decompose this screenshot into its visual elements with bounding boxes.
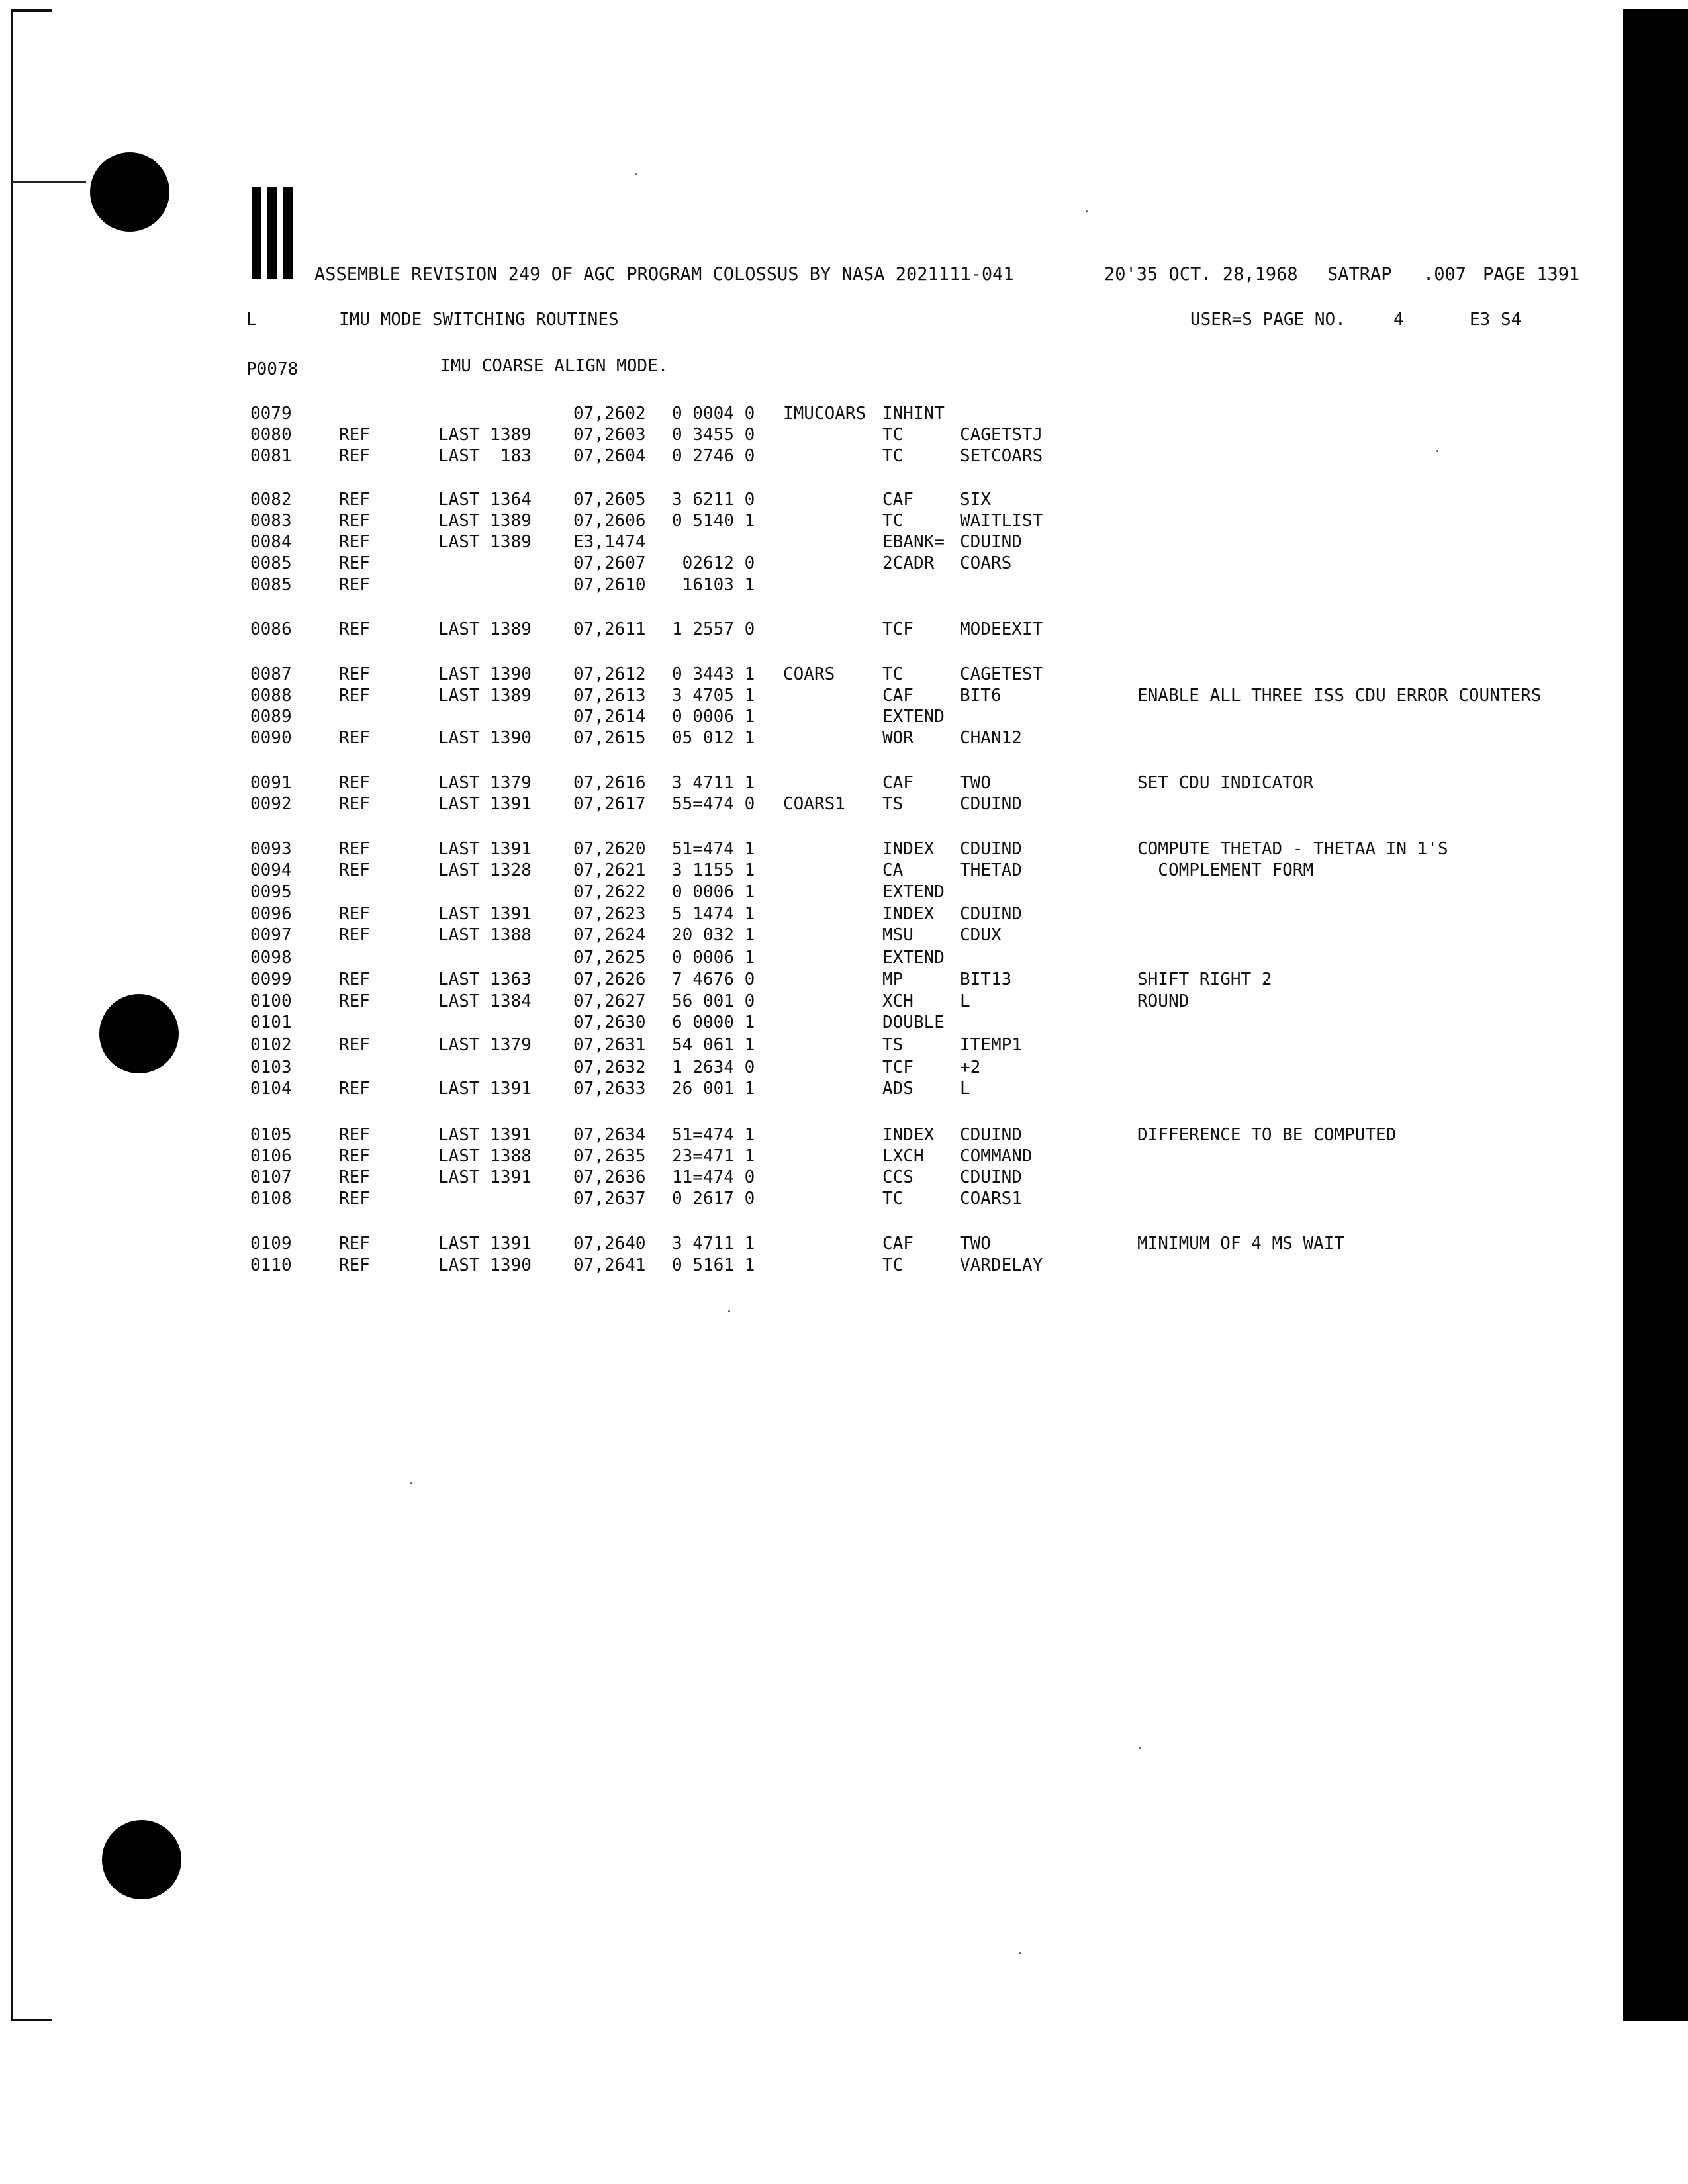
- cell-addr: E3,1474: [573, 532, 646, 552]
- cell-ref: REF: [339, 773, 370, 793]
- cell-code: 3 6211 0: [672, 490, 755, 510]
- cell-op: LXCH: [882, 1146, 924, 1166]
- cell-addr: 07,2640: [573, 1234, 646, 1253]
- cell-op: INDEX: [882, 904, 935, 924]
- user-page-label: USER=S PAGE NO.: [1190, 310, 1346, 330]
- cell-code: 6 0000 1: [672, 1013, 755, 1032]
- cell-comment: COMPUTE THETAD - THETAA IN 1'S: [1137, 839, 1448, 859]
- cell-addr: 07,2625: [573, 948, 646, 968]
- cell-ref: REF: [339, 839, 370, 859]
- cell-addr: 07,2602: [573, 404, 646, 424]
- cell-line: 0082: [250, 490, 292, 510]
- assembly-title: ASSEMBLE REVISION 249 OF AGC PROGRAM COLOSSUS BY NASA 2021111-041: [314, 264, 1014, 285]
- cell-ref: REF: [339, 904, 370, 924]
- scan-margin-line: [12, 181, 86, 183]
- cell-operand: CDUIND: [960, 904, 1022, 924]
- cell-operand: SIX: [960, 490, 991, 510]
- punch-hole-top: [90, 152, 169, 232]
- cell-addr: 07,2634: [573, 1125, 646, 1145]
- cell-line: 0095: [250, 882, 292, 902]
- cell-op: DOUBLE: [882, 1013, 945, 1032]
- cell-operand: CDUIND: [960, 839, 1022, 859]
- cell-line: 0089: [250, 707, 292, 727]
- cell-operand: TWO: [960, 773, 991, 793]
- cell-op: INDEX: [882, 1125, 935, 1145]
- cell-operand: CAGETEST: [960, 664, 1043, 684]
- cell-addr: 07,2630: [573, 1013, 646, 1032]
- cell-code: 3 1155 1: [672, 860, 755, 880]
- cell-ref: REF: [339, 686, 370, 705]
- cell-operand: CDUX: [960, 925, 1002, 945]
- cell-line: 0081: [250, 446, 292, 466]
- cell-op: TC: [882, 425, 904, 445]
- cell-last: LAST 1391: [438, 839, 532, 859]
- cell-line: 0106: [250, 1146, 292, 1166]
- cell-addr: 07,2623: [573, 904, 646, 924]
- cell-last: LAST 1384: [438, 991, 532, 1011]
- cell-code: 55=474 0: [672, 794, 755, 814]
- cell-addr: 07,2637: [573, 1189, 646, 1208]
- cell-last: LAST 1391: [438, 1125, 532, 1145]
- cell-op: EXTEND: [882, 948, 945, 968]
- cell-op: WOR: [882, 728, 914, 748]
- cell-code: 0 2746 0: [672, 446, 755, 466]
- cell-addr: 07,2603: [573, 425, 646, 445]
- cell-line: 0101: [250, 1013, 292, 1032]
- cell-addr: 07,2627: [573, 991, 646, 1011]
- cell-op: CAF: [882, 490, 914, 510]
- cell-last: LAST 1390: [438, 664, 532, 684]
- cell-ref: REF: [339, 511, 370, 531]
- cell-ref: REF: [339, 1234, 370, 1253]
- subsection-title: IMU COARSE ALIGN MODE.: [440, 356, 669, 376]
- user-page-number: 4: [1393, 310, 1404, 330]
- cell-operand: BIT6: [960, 686, 1002, 705]
- cell-op: TS: [882, 794, 904, 814]
- cell-line: 0088: [250, 686, 292, 705]
- cell-label: COARS1: [783, 794, 845, 814]
- cell-code: 51=474 1: [672, 1125, 755, 1145]
- cell-addr: 07,2631: [573, 1035, 646, 1055]
- cell-line: 0103: [250, 1058, 292, 1077]
- binder-edge-frame: [11, 9, 52, 2021]
- cell-last: LAST 1379: [438, 1035, 532, 1055]
- cell-ref: REF: [339, 664, 370, 684]
- log-letter: L: [246, 310, 257, 330]
- cell-code: 20 032 1: [672, 925, 755, 945]
- cell-last: LAST 1389: [438, 532, 532, 552]
- cell-code: 0 3443 1: [672, 664, 755, 684]
- cell-line: 0085: [250, 553, 292, 573]
- cell-op: TC: [882, 1255, 904, 1275]
- cell-addr: 07,2616: [573, 773, 646, 793]
- cell-addr: 07,2607: [573, 553, 646, 573]
- cell-code: 0 3455 0: [672, 425, 755, 445]
- cell-ref: REF: [339, 619, 370, 639]
- cell-code: 0 0006 1: [672, 948, 755, 968]
- punch-hole-middle: [99, 994, 179, 1073]
- cell-addr: 07,2620: [573, 839, 646, 859]
- cell-addr: 07,2611: [573, 619, 646, 639]
- cell-addr: 07,2622: [573, 882, 646, 902]
- cell-line: 0108: [250, 1189, 292, 1208]
- cell-addr: 07,2636: [573, 1167, 646, 1187]
- cell-op: MP: [882, 970, 904, 989]
- cell-op: CAF: [882, 686, 914, 705]
- cell-operand: CHAN12: [960, 728, 1022, 748]
- cell-last: LAST 1390: [438, 1255, 532, 1275]
- cell-code: 3 4705 1: [672, 686, 755, 705]
- cell-ref: REF: [339, 532, 370, 552]
- print-datetime: 20'35 OCT. 28,1968: [1104, 264, 1298, 285]
- cell-last: LAST 1363: [438, 970, 532, 989]
- cell-op: CA: [882, 860, 904, 880]
- cell-operand: COMMAND: [960, 1146, 1033, 1166]
- cell-ref: REF: [339, 553, 370, 573]
- cell-operand: CDUIND: [960, 1167, 1022, 1187]
- cell-op: EBANK=: [882, 532, 945, 552]
- cell-op: CAF: [882, 1234, 914, 1253]
- cell-line: 0109: [250, 1234, 292, 1253]
- bank-label: E3 S4: [1470, 310, 1522, 330]
- cell-op: INDEX: [882, 839, 935, 859]
- cell-operand: COARS: [960, 553, 1012, 573]
- cell-code: 16103 1: [672, 575, 755, 595]
- cell-code: 1 2634 0: [672, 1058, 755, 1077]
- cell-label: COARS: [783, 664, 835, 684]
- cell-last: LAST 1391: [438, 904, 532, 924]
- cell-op: TS: [882, 1035, 904, 1055]
- cell-last: LAST 1388: [438, 925, 532, 945]
- cell-ref: REF: [339, 991, 370, 1011]
- cell-line: 0105: [250, 1125, 292, 1145]
- cell-addr: 07,2624: [573, 925, 646, 945]
- cell-ref: REF: [339, 794, 370, 814]
- cell-operand: +2: [960, 1058, 981, 1077]
- cell-code: 54 061 1: [672, 1035, 755, 1055]
- cell-line: 0087: [250, 664, 292, 684]
- cell-line: 0092: [250, 794, 292, 814]
- cell-code: 1 2557 0: [672, 619, 755, 639]
- cell-line: 0107: [250, 1167, 292, 1187]
- cell-last: LAST 1391: [438, 1234, 532, 1253]
- cell-op: TCF: [882, 1058, 914, 1077]
- cell-last: LAST 1391: [438, 1079, 532, 1099]
- cell-operand: BIT13: [960, 970, 1012, 989]
- cell-line: 0104: [250, 1079, 292, 1099]
- cell-ref: REF: [339, 446, 370, 466]
- cell-addr: 07,2610: [573, 575, 646, 595]
- cell-line: 0079: [250, 404, 292, 424]
- cell-last: LAST 1390: [438, 728, 532, 748]
- cell-ref: REF: [339, 1079, 370, 1099]
- cell-operand: CDUIND: [960, 532, 1022, 552]
- cell-ref: REF: [339, 575, 370, 595]
- cell-operand: COARS1: [960, 1189, 1022, 1208]
- cell-line: 0100: [250, 991, 292, 1011]
- cell-operand: SETCOARS: [960, 446, 1043, 466]
- cell-line: 0102: [250, 1035, 292, 1055]
- cell-op: ADS: [882, 1079, 914, 1099]
- cell-code: 56 001 0: [672, 991, 755, 1011]
- cell-line: 0086: [250, 619, 292, 639]
- cell-code: 0 0006 1: [672, 882, 755, 902]
- cell-comment: ROUND: [1137, 991, 1190, 1011]
- cell-addr: 07,2614: [573, 707, 646, 727]
- cell-op: TC: [882, 664, 904, 684]
- cell-label: IMUCOARS: [783, 404, 867, 424]
- cell-operand: ITEMP1: [960, 1035, 1022, 1055]
- cell-comment: SET CDU INDICATOR: [1137, 773, 1314, 793]
- cell-op: TCF: [882, 619, 914, 639]
- cell-op: EXTEND: [882, 882, 945, 902]
- cell-comment: ENABLE ALL THREE ISS CDU ERROR COUNTERS: [1137, 686, 1542, 705]
- cell-operand: MODEEXIT: [960, 619, 1043, 639]
- cell-line: 0083: [250, 511, 292, 531]
- cell-op: EXTEND: [882, 707, 945, 727]
- cell-ref: REF: [339, 728, 370, 748]
- cell-addr: 07,2632: [573, 1058, 646, 1077]
- cell-line: 0085: [250, 575, 292, 595]
- cell-op: CAF: [882, 773, 914, 793]
- cell-line: 0093: [250, 839, 292, 859]
- cell-code: 05 012 1: [672, 728, 755, 748]
- cell-last: LAST 1389: [438, 619, 532, 639]
- scan-edge-right: [1623, 9, 1688, 2021]
- cell-op: TC: [882, 1189, 904, 1208]
- cell-operand: VARDELAY: [960, 1255, 1043, 1275]
- cell-code: 11=474 0: [672, 1167, 755, 1187]
- cell-ref: REF: [339, 1146, 370, 1166]
- cell-addr: 07,2633: [573, 1079, 646, 1099]
- punch-hole-bottom: [102, 1820, 181, 1899]
- cell-last: LAST 1389: [438, 686, 532, 705]
- cell-operand: CDUIND: [960, 1125, 1022, 1145]
- cell-last: LAST 1388: [438, 1146, 532, 1166]
- cell-addr: 07,2612: [573, 664, 646, 684]
- cell-comment: SHIFT RIGHT 2: [1137, 970, 1272, 989]
- cell-code: 23=471 1: [672, 1146, 755, 1166]
- cell-line: 0090: [250, 728, 292, 748]
- cell-last: LAST 1391: [438, 1167, 532, 1187]
- cell-last: LAST 183: [438, 446, 532, 466]
- cell-operand: WAITLIST: [960, 511, 1043, 531]
- cell-addr: 07,2613: [573, 686, 646, 705]
- cell-addr: 07,2641: [573, 1255, 646, 1275]
- cell-code: 5 1474 1: [672, 904, 755, 924]
- cell-code: 3 4711 1: [672, 1234, 755, 1253]
- cell-operand: THETAD: [960, 860, 1022, 880]
- cell-operand: CAGETSTJ: [960, 425, 1043, 445]
- cell-ref: REF: [339, 860, 370, 880]
- cell-ref: REF: [339, 1167, 370, 1187]
- cell-last: LAST 1389: [438, 425, 532, 445]
- cell-op: TC: [882, 446, 904, 466]
- cell-line: 0091: [250, 773, 292, 793]
- cell-addr: 07,2604: [573, 446, 646, 466]
- cell-addr: 07,2617: [573, 794, 646, 814]
- section-title: IMU MODE SWITCHING ROUTINES: [339, 310, 619, 330]
- cell-code: 0 0004 0: [672, 404, 755, 424]
- cell-ref: REF: [339, 1035, 370, 1055]
- cell-addr: 07,2621: [573, 860, 646, 880]
- cell-operand: CDUIND: [960, 794, 1022, 814]
- cell-code: 51=474 1: [672, 839, 755, 859]
- cell-last: LAST 1379: [438, 773, 532, 793]
- cell-last: LAST 1391: [438, 794, 532, 814]
- cell-ref: REF: [339, 970, 370, 989]
- p-line-number: P0078: [246, 359, 299, 379]
- cell-op: XCH: [882, 991, 914, 1011]
- cell-op: INHINT: [882, 404, 945, 424]
- page-number: PAGE 1391: [1483, 264, 1580, 285]
- cell-ref: REF: [339, 1189, 370, 1208]
- cell-op: 2CADR: [882, 553, 935, 573]
- cell-code: 0 0006 1: [672, 707, 755, 727]
- cell-comment: DIFFERENCE TO BE COMPUTED: [1137, 1125, 1397, 1145]
- cell-line: 0096: [250, 904, 292, 924]
- cell-ref: REF: [339, 425, 370, 445]
- cell-op: CCS: [882, 1167, 914, 1187]
- cell-line: 0098: [250, 948, 292, 968]
- cell-code: 26 001 1: [672, 1079, 755, 1099]
- cell-addr: 07,2615: [573, 728, 646, 748]
- cell-operand: L: [960, 1079, 970, 1099]
- cell-code: 02612 0: [672, 553, 755, 573]
- cell-line: 0084: [250, 532, 292, 552]
- cell-last: LAST 1364: [438, 490, 532, 510]
- cell-ref: REF: [339, 490, 370, 510]
- satrap-label: SATRAP: [1327, 264, 1392, 285]
- cell-line: 0094: [250, 860, 292, 880]
- cell-ref: REF: [339, 1255, 370, 1275]
- cell-last: LAST 1328: [438, 860, 532, 880]
- cell-operand: TWO: [960, 1234, 991, 1253]
- cell-operand: L: [960, 991, 970, 1011]
- cell-code: 3 4711 1: [672, 773, 755, 793]
- cell-line: 0080: [250, 425, 292, 445]
- cell-addr: 07,2635: [573, 1146, 646, 1166]
- cell-line: 0110: [250, 1255, 292, 1275]
- cell-comment: MINIMUM OF 4 MS WAIT: [1137, 1234, 1345, 1253]
- cell-line: 0099: [250, 970, 292, 989]
- cell-addr: 07,2626: [573, 970, 646, 989]
- cell-comment: COMPLEMENT FORM: [1137, 860, 1314, 880]
- cell-code: 0 5161 1: [672, 1255, 755, 1275]
- cell-op: MSU: [882, 925, 914, 945]
- cell-code: 0 5140 1: [672, 511, 755, 531]
- cell-line: 0097: [250, 925, 292, 945]
- cell-addr: 07,2605: [573, 490, 646, 510]
- cell-code: 7 4676 0: [672, 970, 755, 989]
- cell-ref: REF: [339, 925, 370, 945]
- cell-code: 0 2617 0: [672, 1189, 755, 1208]
- cell-addr: 07,2606: [573, 511, 646, 531]
- cell-op: TC: [882, 511, 904, 531]
- cell-ref: REF: [339, 1125, 370, 1145]
- cell-last: LAST 1389: [438, 511, 532, 531]
- revision-code: .007: [1423, 264, 1467, 285]
